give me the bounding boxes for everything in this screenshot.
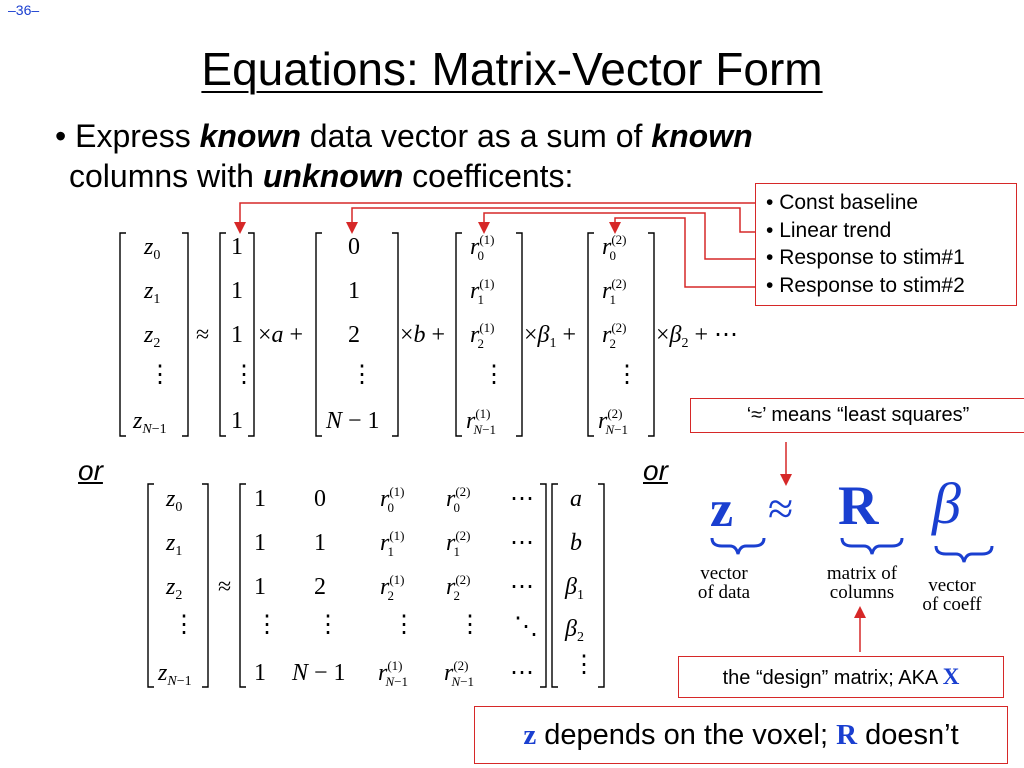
svg-text:1: 1 xyxy=(254,660,266,686)
or-label-right: or xyxy=(643,455,668,486)
approx-symbol: ≈ xyxy=(768,483,794,534)
svg-text:⋯: ⋯ xyxy=(510,574,534,600)
svg-text:⋮: ⋮ xyxy=(232,362,256,388)
least-squares-note: ‘≈’ means “least squares” xyxy=(690,398,1024,433)
svg-text:1: 1 xyxy=(231,322,243,348)
svg-text:r(1)2: $r^{(1)}$ 2 xyxy=(470,320,495,351)
svg-text:r(1)N−1: $r^{(1)}$ N−1 xyxy=(466,406,497,437)
bullet-known-1: known xyxy=(199,118,301,154)
bullet-text-2a: columns with xyxy=(69,158,263,194)
svg-text:r(1)2: $r^{(1)}$ 2 xyxy=(380,572,405,603)
svg-text:β1: $\beta_1$ xyxy=(565,574,584,603)
svg-text:2: 2 xyxy=(314,574,326,600)
bullet-text-1a: Express xyxy=(75,118,200,154)
svg-text:β2: $\beta_2$ xyxy=(565,616,584,645)
svg-text:1: 1 xyxy=(254,574,266,600)
svg-text:⋮: ⋮ xyxy=(615,362,639,388)
legend-item: • Linear trend xyxy=(766,218,892,242)
svg-text:r(2)0: $r^{(2)}$ 0 xyxy=(446,484,471,515)
design-matrix-note: the “design” matrix; AKA X xyxy=(678,656,1004,698)
svg-text:r(1)1: $r^{(1)}$ 1 xyxy=(470,276,495,307)
bullet-text-1c: data vector as a sum of xyxy=(300,118,652,154)
bullet-text-2c: coefficents: xyxy=(403,158,574,194)
svg-text:⋮: ⋮ xyxy=(255,612,279,638)
svg-text:1: 1 xyxy=(231,278,243,304)
data-vector-symbol: z xyxy=(710,481,734,538)
svg-text:r(2)2: $r^{(2)}$ 2 xyxy=(446,572,471,603)
design-matrix-symbol: R xyxy=(838,475,879,537)
svg-text:z1: $z_1$ xyxy=(166,530,183,559)
svg-text:×β2 + ⋯: $\times\beta_2$ + ⋯ xyxy=(656,322,739,351)
svg-text:z0: $z_0$ xyxy=(144,234,161,263)
svg-text:⋮: ⋮ xyxy=(148,362,172,388)
svg-text:zN−1: $z_N-1$ xyxy=(133,408,167,437)
page-number: –36– xyxy=(8,2,40,18)
svg-text:r(2)1: $r^{(2)}$ 1 xyxy=(602,276,627,307)
legend-item: • Response to stim#1 xyxy=(766,246,965,269)
svg-text:r(2)2: $r^{(2)}$ 2 xyxy=(602,320,627,351)
svg-text:⋮: ⋮ xyxy=(392,612,416,638)
svg-text:r(1)0: $r^{(1)}$ 0 xyxy=(470,232,495,263)
svg-text:0: 0 xyxy=(348,234,360,260)
svg-text:r(2)N−1: $r^{(2)}$ N−1 xyxy=(598,406,629,437)
svg-text:×a +: ×a + xyxy=(258,322,304,348)
bullet-known-2: known xyxy=(651,118,753,154)
svg-text:1: 1 xyxy=(231,408,243,434)
legend-item: • Response to stim#2 xyxy=(766,273,965,297)
svg-text:⋯: ⋯ xyxy=(510,530,534,556)
svg-text:⋮: ⋮ xyxy=(572,652,596,678)
svg-text:zN−1: $z_N-1$ xyxy=(158,660,192,689)
svg-text:r(2)0: $r^{(2)}$ 0 xyxy=(602,232,627,263)
voxel-z: z xyxy=(523,719,537,751)
svg-text:1: 1 xyxy=(348,278,360,304)
bullet-unknown: unknown xyxy=(262,158,404,194)
voxel-R: R xyxy=(836,719,858,751)
svg-text:×b +: ×b + xyxy=(400,322,446,348)
svg-text:1: 1 xyxy=(254,486,266,512)
caption-coeff-vector: vector of coeff xyxy=(922,575,982,615)
caption-data-vector: vector of data xyxy=(697,563,751,603)
svg-text:r(1)N−1: $r^{(1)}$ N−1 xyxy=(378,658,409,689)
svg-text:r(1)1: $r^{(1)}$ 1 xyxy=(380,528,405,559)
legend-item: • Const baseline xyxy=(766,191,919,214)
svg-text:z0: $z_0$ xyxy=(166,486,183,515)
svg-text:2: 2 xyxy=(348,322,360,348)
svg-text:z2: $z_2$ xyxy=(166,574,183,603)
bullet-marker: • xyxy=(55,118,67,154)
svg-text:a: a xyxy=(570,486,582,512)
slide-title: Equations: Matrix-Vector Form xyxy=(201,43,823,95)
svg-text:1: 1 xyxy=(231,234,243,260)
svg-text:1: 1 xyxy=(314,530,326,556)
svg-text:⋮: ⋮ xyxy=(316,612,340,638)
svg-text:⋯: ⋯ xyxy=(510,486,534,512)
voxel-note: z depends on the voxel; R doesn’t xyxy=(474,706,1008,764)
svg-text:⋮: ⋮ xyxy=(482,362,506,388)
svg-text:z2: $z_2$ xyxy=(144,322,161,351)
svg-text:r(2)N−1: $r^{(2)}$ N−1 xyxy=(444,658,475,689)
svg-text:⋮: ⋮ xyxy=(458,612,482,638)
svg-text:0: 0 xyxy=(314,486,326,512)
svg-text:r(2)1: $r^{(2)}$ 1 xyxy=(446,528,471,559)
caption-design-matrix: matrix of columns xyxy=(826,563,898,603)
svg-text:≈: ≈ xyxy=(218,574,232,600)
svg-text:N − 1: N − 1 xyxy=(292,660,346,686)
svg-text:⋮: ⋮ xyxy=(172,612,196,638)
svg-text:⋱: ⋱ xyxy=(514,614,538,640)
svg-text:r(1)0: $r^{(1)}$ 0 xyxy=(380,484,405,515)
svg-text:N − 1: N − 1 xyxy=(326,408,380,434)
svg-text:1: 1 xyxy=(254,530,266,556)
svg-text:⋯: ⋯ xyxy=(510,660,534,686)
coefficient-vector-symbol: β xyxy=(932,471,961,536)
svg-text:≈: ≈ xyxy=(196,322,210,348)
or-label-left: or xyxy=(78,455,103,486)
svg-text:z1: $z_1$ xyxy=(144,278,161,307)
design-matrix-x: X xyxy=(942,664,960,689)
svg-text:b: b xyxy=(570,530,582,556)
svg-text:×β1 +: $\times\beta_1$ + xyxy=(524,322,577,351)
svg-text:⋮: ⋮ xyxy=(350,362,374,388)
